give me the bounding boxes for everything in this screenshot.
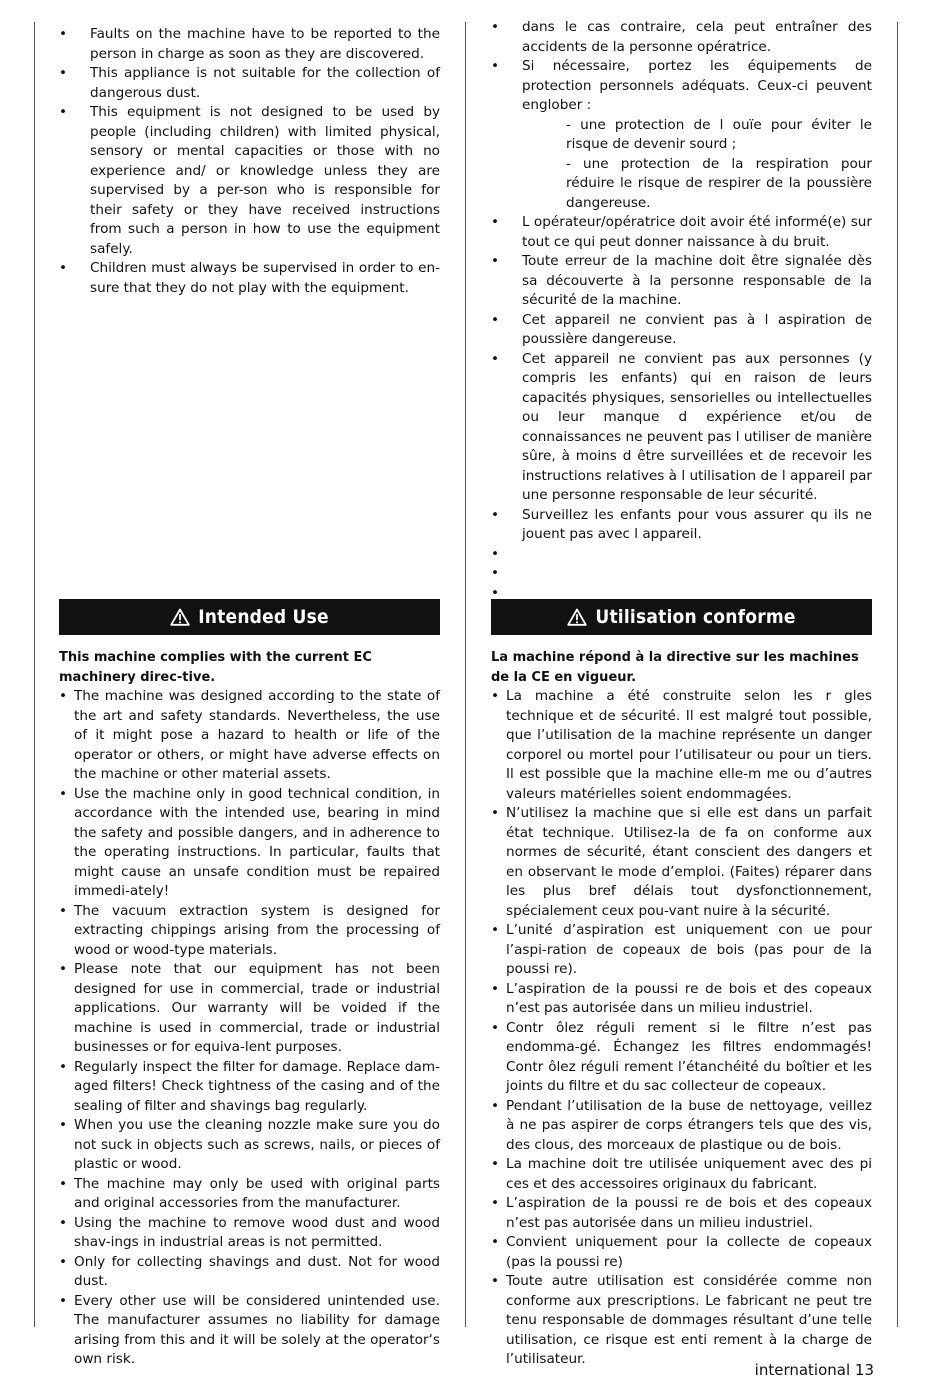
list-item: • Every other use will be considered unintended use. The manufacturer assumes no liability for damage arising from this and it will be solely at the operator‘s own risk.	[59, 1292, 440, 1370]
list-item: • Use the machine only in good technical condition, in accordance with the intended use, bearing in mind the safety and possible dangers, and in adherence to the operating instructions. In particular, faults that might cause an unsafe condition must be repaired immedi-ately!	[59, 785, 440, 902]
list-item: • The machine may only be used with original parts and original accessories from the manufacturer.	[59, 1175, 440, 1214]
list-item: • L’aspiration de la poussi re de bois et des copeaux n’est pas autorisée dans un milieu industriel.	[491, 1194, 872, 1233]
list-item: • La machine doit tre utilisée uniquement avec des pi ces et des accessoires originaux du fabricant.	[491, 1155, 872, 1194]
list-item: • This appliance is not suitable for the collection of dangerous dust.	[59, 64, 440, 103]
list-item	[491, 57, 872, 213]
sub-item: - une protection de la respiration pour réduire le risque de respirer de la poussière dangereuse.	[566, 155, 872, 211]
intended-use-section	[59, 599, 440, 1370]
list-item: • L opérateur/opératrice doit avoir été informé(e) sur tout ce qui peut donner naissance à du bruit.	[491, 213, 872, 252]
right-safety-list	[491, 18, 872, 603]
warning-triangle-icon	[567, 608, 587, 626]
list-item: • N’utilisez la machine que si elle est dans un parfait état technique. Utilisez-la de fa on conforme aux normes de sécurité, étant conscient des dangers et en observant le mode d’emploi. (Faites) réparer dans les plus bref délais tout dysfonctionnement, spécialement ceux pou-vant nuire à la sécurité.	[491, 804, 872, 921]
section-lead: La machine répond à la directive sur les machines de la CE en vigueur.	[491, 650, 859, 685]
right-margin-rule	[897, 22, 898, 1327]
list-item: • Cet appareil ne convient pas aux personnes (y compris les enfants) qui en raison de leurs capacités physiques, sensorielles ou intellectuelles ou leur manque d expérience et/ou de connaissances ne peuvent pas l utiliser de manière sûre, à moins d être surveillées et de recevoir les instructions relatives à l utilisation de l appareil par une personne responsable de leur sécurité.	[491, 350, 872, 506]
section-header	[491, 599, 872, 635]
list-item: • Convient uniquement pour la collecte de copeaux (pas la poussi re)	[491, 1233, 872, 1272]
section-title: Intended Use	[198, 606, 329, 628]
list-item: • Regularly inspect the filter for damage. Replace dam-aged filters! Check tightness of the casing and of the sealing of filter and shavings bag regularly.	[59, 1058, 440, 1117]
list-item: • Using the machine to remove wood dust and wood shav-ings in industrial areas is not permitted.	[59, 1214, 440, 1253]
list-item: • L’unité d’aspiration est uniquement con ue pour l’aspi-ration de copeaux de bois (pas pour de la poussi re).	[491, 921, 872, 980]
sub-item: - une protection de l ouïe pour éviter le risque de devenir sourd ;	[566, 116, 872, 152]
list-item: • Toute erreur de la machine doit être signalée dès sa découverte à la personne responsable de la sécurité de la machine.	[491, 252, 872, 311]
page-number: international 13	[754, 1361, 874, 1379]
list-item: • Please note that our equipment has not been designed for use in commercial, trade or industrial applications. Our warranty will be voided if the machine is used in commercial, trade or industrial businesses or for equiva-lent purposes.	[59, 960, 440, 1058]
left-safety-list	[59, 25, 440, 298]
list-item: • Faults on the machine have to be reported to the person in charge as soon as they are discovered.	[59, 25, 440, 64]
list-item: • Toute autre utilisation est considérée comme non conforme aux prescriptions. Le fabricant ne peut tre tenu responsable de dommages résultant d’une telle utilisation, ce risque est enti rement à la charge de l’utilisateur.	[491, 1272, 872, 1370]
list-item: • The machine was designed according to the state of the art and safety standards. Nevertheless, the use of it might pose a hazard to health or life of the operator or others, or might have adverse effects on the machine or other material assets.	[59, 687, 440, 785]
left-top-column	[59, 25, 440, 298]
section-header	[59, 599, 440, 635]
list-item: • Contr ôlez réguli rement si le filtre n’est pas endomma-gé. Échangez les filtres endommagés! Contr ôlez réguli rement l’étanchéité du boîtier et les joints du filtre et du sac collecteur de copeaux.	[491, 1019, 872, 1097]
right-top-column	[491, 18, 872, 603]
list-item: • L’aspiration de la poussi re de bois et des copeaux n’est pas autorisée dans un milieu industriel.	[491, 980, 872, 1019]
utilisation-conforme-section	[491, 599, 872, 1370]
warning-triangle-icon	[170, 608, 190, 626]
section-lead: This machine complies with the current EC machinery direc-tive.	[59, 650, 372, 685]
list-item-text: Si nécessaire, portez les équipements de protection personnels adéquats. Ceux-ci peuvent englober :	[522, 58, 872, 113]
list-item: • Pendant l’utilisation de la buse de nettoyage, veillez à ne pas aspirer de corps étrangers tels que des vis, des clous, des morceaux de plastique ou de bois.	[491, 1097, 872, 1156]
center-divider-rule	[465, 22, 466, 1327]
utilisation-list	[491, 687, 872, 1370]
empty-list-item	[491, 545, 872, 565]
left-margin-rule	[34, 22, 35, 1327]
list-item: • This equipment is not designed to be used by people (including children) with limited physical, sensory or mental capacities or those with no experience and/ or knowledge unless they are supervised by a per-son who is responsible for their safety or they have received instructions from such a person in how to use the equipment safely.	[59, 103, 440, 259]
list-item: • Only for collecting shavings and dust. Not for wood dust.	[59, 1253, 440, 1292]
list-item: • Children must always be supervised in order to en-sure that they do not play with the equipment.	[59, 259, 440, 298]
list-item: • When you use the cleaning nozzle make sure you do not suck in objects such as screws, nails, or pieces of plastic or wood.	[59, 1116, 440, 1175]
list-item: • Surveillez les enfants pour vous assurer qu ils ne jouent pas avec l appareil.	[491, 506, 872, 545]
section-title: Utilisation conforme	[595, 606, 796, 628]
list-item: • Cet appareil ne convient pas à l aspiration de poussière dangereuse.	[491, 311, 872, 350]
empty-list-item	[491, 564, 872, 584]
list-item: • The vacuum extraction system is designed for extracting chippings arising from the processing of wood or wood-type materials.	[59, 902, 440, 961]
list-item: • La machine a été construite selon les r gles technique et de sécurité. Il est malgré tout possible, que l’utilisation de la machine représente un danger corporel ou mortel pour l’utilisateur ou pour un tiers. Il est possible que la machine elle-m me ou d’autres valeurs matérielles soient endommagées.	[491, 687, 872, 804]
intended-use-list	[59, 687, 440, 1370]
list-item: • dans le cas contraire, cela peut entraîner des accidents de la personne opératrice.	[491, 18, 872, 57]
